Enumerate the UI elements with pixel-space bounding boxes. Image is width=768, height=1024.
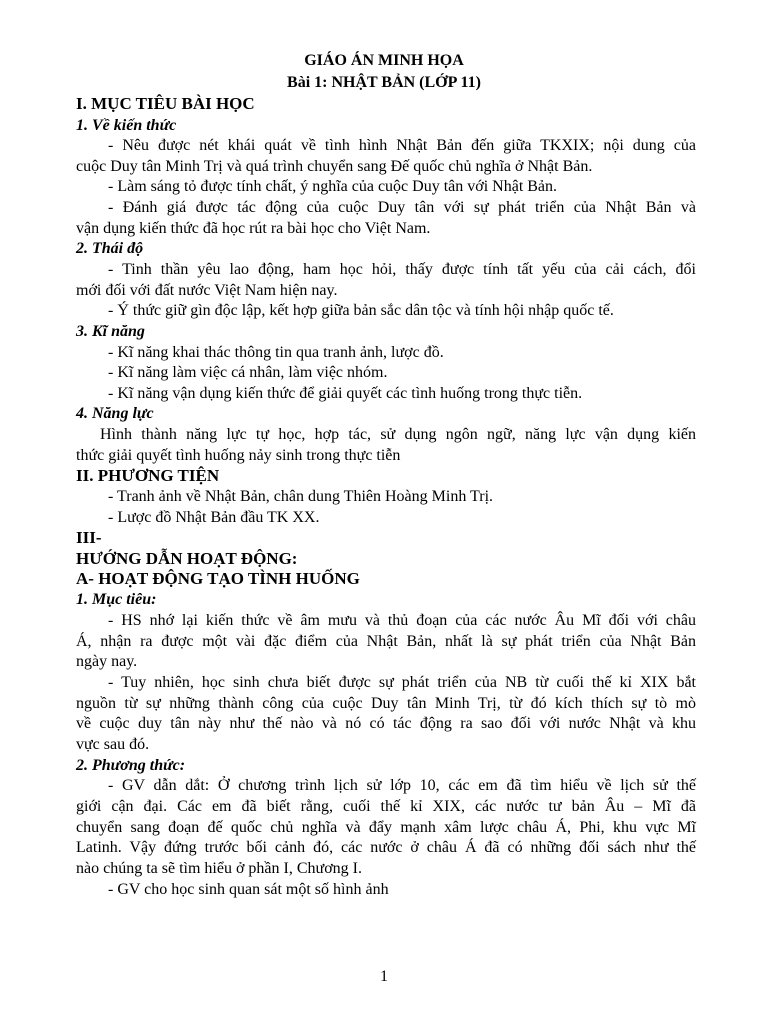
text-line: - GV cho học sinh quan sát một số hình ảnh xyxy=(108,881,389,898)
page-number: 1 xyxy=(380,968,388,985)
subsection-heading: 3. Kĩ năng xyxy=(76,323,145,340)
text-line: nguồn từ sự những thành công của cuộc Duy tân Minh Trị, từ đó kích thích sự tò mò xyxy=(76,695,696,712)
text-line: vận dụng kiến thức đã học rút ra bài học cho Việt Nam. xyxy=(76,220,431,237)
section-heading: I. MỤC TIÊU BÀI HỌC xyxy=(76,94,255,113)
section-heading: III- xyxy=(76,528,102,547)
subsection-heading: 1. Về kiến thức xyxy=(76,117,177,134)
text-line: - Kĩ năng làm việc cá nhân, làm việc nhóm. xyxy=(108,364,388,381)
text-line: - Đánh giá được tác động của cuộc Duy tân với sự phát triển của Nhật Bản và xyxy=(108,199,696,216)
text-line: thức giải quyết tình huống nảy sinh trong thực tiễn xyxy=(76,447,401,464)
subsection-heading: 2. Thái độ xyxy=(76,240,144,257)
text-line: - Ý thức giữ gìn độc lập, kết hợp giữa bản sắc dân tộc và tính hội nhập quốc tế. xyxy=(108,302,614,319)
text-line: - HS nhớ lại kiến thức về âm mưu và thủ đoạn của các nước Âu Mĩ đối với châu xyxy=(108,612,696,629)
text-line: - Làm sáng tỏ được tính chất, ý nghĩa của cuộc Duy tân với Nhật Bản. xyxy=(108,178,558,195)
text-line: - Tranh ảnh về Nhật Bản, chân dung Thiên Hoàng Minh Trị. xyxy=(108,488,494,505)
text-line: - Lược đồ Nhật Bản đầu TK XX. xyxy=(108,509,320,526)
document-subtitle: Bài 1: NHẬT BẢN (LỚP 11) xyxy=(287,74,481,91)
subsection-heading: 4. Năng lực xyxy=(76,405,154,422)
section-heading: II. PHƯƠNG TIỆN xyxy=(76,466,220,485)
text-line: mới đối với đất nước Việt Nam hiện nay. xyxy=(76,282,338,299)
text-line: - Kĩ năng khai thác thông tin qua tranh ảnh, lược đồ. xyxy=(108,344,444,361)
text-line: - Tinh thần yêu lao động, ham học hỏi, thấy được tính tất yếu của cải cách, đổi xyxy=(108,261,696,278)
document-title: GIÁO ÁN MINH HỌA xyxy=(304,52,464,69)
text-line: giới cận đại. Các em đã biết rằng, cuối thế kỉ XIX, các nước tư bản Âu – Mĩ đã xyxy=(76,798,696,815)
text-line: - Nêu được nét khái quát về tình hình Nhật Bản đến giữa TKXIX; nội dung của xyxy=(108,137,696,154)
text-line: chuyển sang đoạn đế quốc chủ nghĩa và đẩy mạnh xâm lược châu Á, Phi, khu vực Mĩ xyxy=(76,819,696,836)
text-line: - Tuy nhiên, học sinh chưa biết được sự phát triển của NB từ cuối thế kỉ XIX bắt xyxy=(108,674,696,691)
text-line: Á, nhận ra được một vài đặc điểm của Nhật Bản, nhất là sự phát triển của Nhật Bản xyxy=(76,633,696,650)
section-heading: A- HOẠT ĐỘNG TẠO TÌNH HUỐNG xyxy=(76,569,360,588)
text-line: nào chúng ta sẽ tìm hiểu ở phần I, Chương I. xyxy=(76,860,362,877)
text-line: vực sau đó. xyxy=(76,736,150,753)
text-line: - GV dẫn dắt: Ở chương trình lịch sử lớp 10, các em đã tìm hiểu về lịch sử thế xyxy=(108,777,696,794)
section-heading: HƯỚNG DẪN HOẠT ĐỘNG: xyxy=(76,549,298,568)
text-line: Hình thành năng lực tự học, hợp tác, sử dụng ngôn ngữ, năng lực vận dụng kiến xyxy=(100,426,696,443)
text-line: về cuộc duy tân này như thế nào và nó có tác động ra sao đối với nước Nhật và khu xyxy=(76,715,696,732)
subsection-heading: 1. Mục tiêu: xyxy=(76,591,157,608)
text-line: cuộc Duy tân Minh Trị và quá trình chuyển sang Đế quốc chủ nghĩa ở Nhật Bản. xyxy=(76,158,593,175)
subsection-heading: 2. Phương thức: xyxy=(76,757,186,774)
text-line: ngày nay. xyxy=(76,653,138,670)
text-line: Latinh. Vậy đứng trước bối cảnh đó, các nước ở châu Á đã có những đối sách như thế xyxy=(76,839,696,856)
text-line: - Kĩ năng vận dụng kiến thức để giải quyết các tình huống trong thực tiễn. xyxy=(108,385,583,402)
